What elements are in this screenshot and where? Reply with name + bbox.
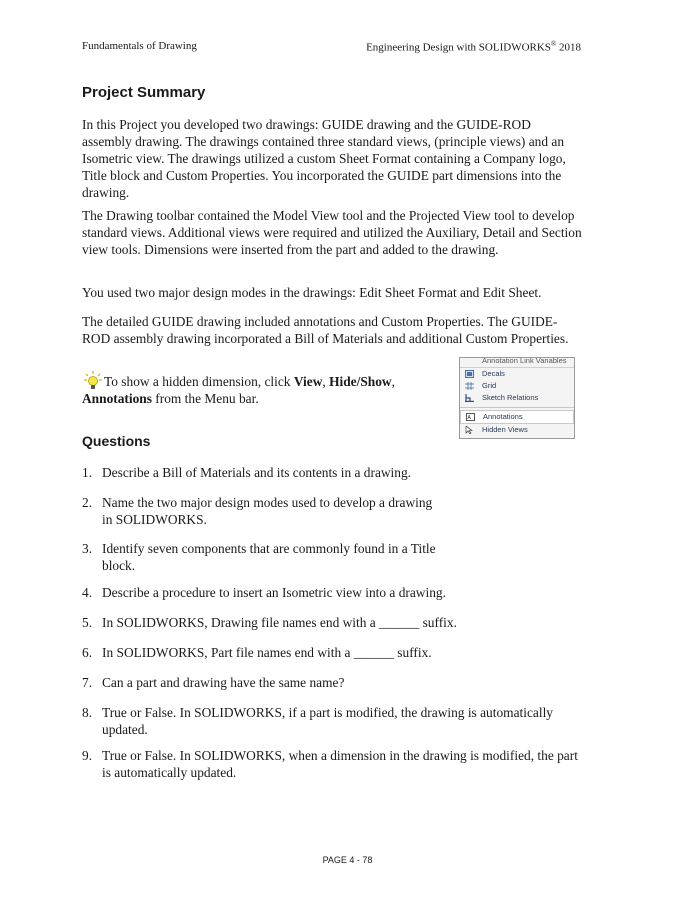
question-item [82, 644, 582, 661]
project-summary-heading: Project Summary [82, 84, 206, 101]
summary-paragraph-1: In this Project you developed two drawings: GUIDE drawing and the GUIDE-ROD assembly drawing. The drawings contained three standard views, (principle views) and an Isometric view. The drawings utilized a custom Sheet Format containing a Company logo, Title block and Custom Properties. You incorporated the GUIDE part dimensions into the drawing. [82, 117, 566, 200]
running-header-right [366, 40, 581, 54]
menu-item-annotations[interactable] [460, 410, 574, 424]
menu-separator [460, 407, 574, 408]
question-text: In SOLIDWORKS, Drawing file names end with a ______ suffix. [102, 615, 457, 630]
tip-pre: To show a hidden dimension, click [104, 374, 294, 389]
question-text: True or False. In SOLIDWORKS, if a part is modified, the drawing is automatically updated. [102, 705, 553, 737]
question-number: 7. [82, 675, 93, 690]
question-number: 5. [82, 615, 93, 630]
question-number: 1. [82, 465, 93, 480]
registered-mark: ® [550, 40, 557, 48]
menu-item-decals-label: Decals [482, 369, 505, 378]
tip-annotations: Annotations [82, 391, 152, 406]
menu-item-grid-label: Grid [482, 381, 497, 390]
question-text: Name the two major design modes used to develop a drawing in SOLIDWORKS. [102, 495, 433, 527]
svg-text:A: A [467, 415, 471, 421]
question-text: True or False. In SOLIDWORKS, when a dimension in the drawing is modified, the part is automatically updated. [102, 748, 578, 780]
question-item [82, 704, 582, 738]
question-item [82, 747, 582, 781]
summary-paragraph-4: The detailed GUIDE drawing included annotations and Custom Properties. The GUIDE-ROD assembly drawing incorporated a Bill of Materials and additional Custom Properties. [82, 314, 569, 346]
menu-item-hidden-views[interactable] [460, 424, 574, 436]
question-item [82, 614, 582, 631]
menu-item-annotation-link-variables[interactable]: Annotation Link Variables [460, 358, 574, 368]
question-text: Identify seven components that are commonly found in a Title block. [102, 541, 436, 573]
menu-item-sketch-relations-label: Sketch Relations [482, 393, 539, 402]
annotations-icon [466, 413, 475, 421]
decals-icon [465, 370, 474, 378]
sketch-relations-icon [465, 394, 474, 402]
question-text: In SOLIDWORKS, Part file names end with a ______ suffix. [102, 645, 432, 660]
hide-show-menu-screenshot [459, 357, 575, 439]
tip-sep-2: , [391, 374, 395, 389]
question-number: 4. [82, 585, 93, 600]
question-number: 2. [82, 495, 93, 510]
header-book-title: Engineering Design with SOLIDWORKS [366, 41, 551, 54]
questions-heading: Questions [82, 433, 151, 449]
question-item [82, 674, 582, 691]
question-number: 6. [82, 645, 93, 660]
question-text: Describe a procedure to insert an Isometric view into a drawing. [102, 585, 446, 600]
summary-paragraph-3: You used two major design modes in the drawings: Edit Sheet Format and Edit Sheet. [82, 285, 542, 300]
menu-item-decals[interactable] [460, 368, 574, 380]
grid-icon [465, 382, 474, 390]
summary-paragraph-2: The Drawing toolbar contained the Model View tool and the Projected View tool to develop standard views. Additional views were required and utilized the Auxiliary, Detail and Section view tools. Dimensions were inserted from the part and added to the drawing. [82, 208, 582, 257]
menu-item-sketch-relations[interactable] [460, 392, 574, 404]
header-year: 2018 [556, 41, 581, 54]
mouse-cursor-icon [465, 426, 474, 434]
question-item [82, 540, 452, 574]
question-item [82, 584, 582, 601]
question-item [82, 464, 582, 481]
menu-item-grid[interactable] [460, 380, 574, 392]
question-number: 9. [82, 748, 93, 763]
question-text: Describe a Bill of Materials and its contents in a drawing. [102, 465, 412, 480]
menu-item-annotations-label: Annotations [483, 412, 523, 421]
menu-item-hidden-views-label: Hidden Views [482, 425, 528, 434]
question-item [82, 494, 442, 528]
page-number: PAGE 4 - 78 [322, 855, 373, 865]
running-header-left: Fundamentals of Drawing [82, 40, 197, 52]
question-text: Can a part and drawing have the same name? [102, 675, 345, 690]
question-number: 3. [82, 541, 93, 556]
tip-view: View [293, 374, 323, 389]
tip-text [82, 373, 402, 407]
tip-hide-show: Hide/Show [329, 374, 392, 389]
tip-sep-1: , [322, 374, 330, 389]
question-number: 8. [82, 705, 93, 720]
tip-post: from the Menu bar. [151, 391, 259, 406]
